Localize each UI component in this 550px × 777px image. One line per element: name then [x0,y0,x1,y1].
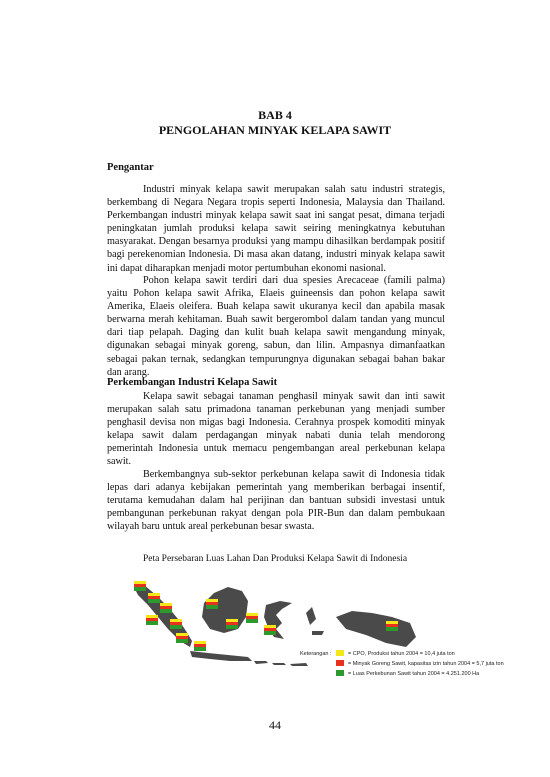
chapter-number: BAB 4 [258,108,292,122]
legend-swatch-area [336,670,344,676]
kalimantan-island [202,587,248,633]
province-marker [134,581,146,591]
section-heading-pengantar: Pengantar [107,162,154,173]
figure-caption: Peta Persebaran Luas Lahan Dan Produksi Kelapa Sawit di Indonesia [142,554,408,564]
section-heading-perkembangan: Perkembangan Industri Kelapa Sawit [107,377,278,388]
province-marker [264,625,276,635]
province-marker [160,603,172,613]
legend-label-oil: = Minyak Goreng Sawit, kapasitas izin tahun 2004 = 5,7 juta ton [348,661,504,667]
province-marker [194,641,206,651]
papua-island [336,611,416,647]
province-marker [176,633,188,643]
province-marker [386,621,398,631]
legend-swatch-cpo [336,650,344,656]
province-marker [148,593,160,603]
legend-label-area: = Luas Perkebunan Sawit tahun 2004 = 4.251.200 Ha [348,671,480,677]
page-number: 44 [269,718,281,732]
indonesia-palm-oil-map [130,577,504,682]
province-marker [226,619,238,629]
legend-swatch-oil [336,660,344,666]
chapter-title: PENGOLAHAN MINYAK KELAPA SAWIT [158,123,392,137]
nusa-tenggara-islands [254,661,308,666]
legend-label-cpo: = CPO, Produksi tahun 2004 = 10,4 juta ton [348,651,455,657]
paragraph: Kelapa sawit sebagai tanaman penghasil minyak sawit dan inti sawit merupakan salah satu primadona tanaman perkebunan yang menjadi sumber penghasil devisa non migas bagi Indonesia. Cerahnya prospek komoditi minyak kelapa sawit dalam perdagangan minyak nabati dunia telah mendorong pemerintah Indonesia untuk memacu pengembangan areal perkebunan kelapa sawit. [107,391,445,468]
province-marker [170,619,182,629]
paragraph: Pohon kelapa sawit terdiri dari dua spesies Arecaceae (famili palma) yaitu Pohon kelapa sawit Afrika, Elaeis guineensis dan pohon kelapa sawit Amerika, Elaeis oleifera. Buah kelapa sawit ukuranya kecil dan apabila masak berwarna merah kehitaman. Buah sawit bergerombol dalam tandan yang muncul dari tiap pelapah. Daging dan kulit buah kelapa sawit mengandung minyak, digunakan sebagai minyak goreng, sabun, dan lilin. Ampasnya dimanfaatkan sebagai pakan ternak, sedangkan tempurungnya digunakan sebagai bahan bakar dan arang. [107,275,445,378]
paragraph: Industri minyak kelapa sawit merupakan salah satu industri strategis, berkembang di Negara Negara tropis seperti Indonesia, Malaysia dan Thailand. Perkembangan industri minyak kelapa sawit saat ini sangat pesat, dimana terjadi peningkatan jumlah produksi kelapa sawit seiring meningkatnya kebutuhan masyarakat. Dengan besarnya produksi yang mampu dihasilkan berdampak positif bagi perekenomian Indonesia. Di masa akan datang, industri minyak kelapa sawit ini dapat diharapkan menjadi motor pertumbuhan ekonomi nasional. [107,184,445,274]
province-marker [246,613,258,623]
maluku-islands [306,607,324,635]
paragraph: Berkembangnya sub-sektor perkebunan kelapa sawit di Indonesia tidak lepas dari adanya kebijakan pemerintah yang memberikan berbagai insentif, terutama kemudahan dalam hal perijinan dan bantuan subsidi investasi untuk pembangunan perkebunan rakyat dengan pola PIR-Bun dan dalam pembukaan wilayah baru untuk areal perkebunan besar swasta. [107,469,445,533]
legend-title: Keterangan : [300,651,332,657]
province-marker [146,615,158,625]
province-marker [206,599,218,609]
java-island [190,651,252,661]
